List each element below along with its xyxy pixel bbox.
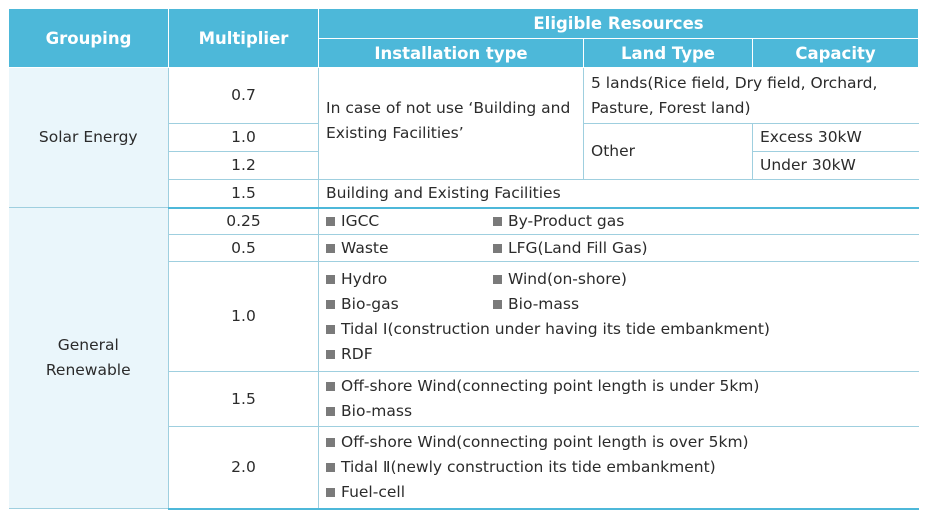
multiplier-cell: 0.7 [169,68,319,124]
land-text-line: Pasture, Forest land) [591,98,751,117]
square-bullet-icon [493,217,502,226]
land-type-five-lands [584,68,919,124]
resource-item-label: Wind(on-shore) [508,269,627,288]
resource-line [326,267,919,292]
square-bullet-icon [326,382,335,391]
resource-item [493,236,648,261]
resource-item [493,292,579,317]
multiplier-cell: 0.25 [169,208,319,235]
resource-list [319,262,919,372]
resource-item [326,292,493,317]
resource-item-label: By-Product gas [508,211,625,230]
square-bullet-icon [326,325,335,334]
square-bullet-icon [326,275,335,284]
resource-item-label: LFG(Land Fill Gas) [508,238,648,257]
resource-item-label: Waste [341,238,389,257]
group-text-line: Renewable [45,361,131,379]
resource-list [319,208,919,235]
resource-item [326,430,749,455]
resource-line [326,342,919,367]
land-type-other: Other [584,124,753,180]
resource-line [326,374,919,399]
group-solar-energy: Solar Energy [9,68,169,208]
multiplier-cell: 1.0 [169,262,319,372]
resource-item [493,209,624,234]
resource-line [326,292,919,317]
square-bullet-icon [326,488,335,497]
resource-item-label: Tidal Ⅰ(construction under having its tide embankment) [341,319,770,338]
square-bullet-icon [326,244,335,253]
resource-item-label: Bio-gas [341,294,399,313]
square-bullet-icon [493,244,502,253]
resource-item [326,236,493,261]
square-bullet-icon [326,463,335,472]
resource-item [326,455,716,480]
header-capacity: Capacity [753,39,919,68]
resource-item-label: Hydro [341,269,388,288]
resource-list [319,372,919,427]
resource-line [326,236,919,261]
eligible-resources-table [8,8,919,510]
installation-text-line: In case of not use ‘Building and [326,99,571,117]
resource-list [319,427,919,509]
resource-item [326,267,493,292]
resource-item-label: Off-shore Wind(connecting point length is under 5km) [341,377,760,395]
group-text-line: General [57,336,119,354]
header-installation-type: Installation type [319,39,584,68]
resource-item [493,267,627,292]
header-land-type: Land Type [584,39,753,68]
resource-line [326,317,919,342]
resource-line [326,209,919,234]
capacity-under: Under 30kW [753,152,919,180]
multiplier-cell: 0.5 [169,235,319,262]
square-bullet-icon [493,275,502,284]
installation-text-line: Existing Facilities’ [326,124,464,142]
header-multiplier: Multiplier [169,9,319,68]
resource-item-label: Bio-mass [341,402,413,420]
multiplier-cell: 1.5 [169,372,319,427]
resource-item [326,209,493,234]
square-bullet-icon [326,217,335,226]
resource-line [326,430,919,455]
resource-item-label: Off-shore Wind(connecting point length is over 5km) [341,432,749,451]
resource-line [326,455,919,480]
land-text-line: 5 lands(Rice field, Dry field, Orchard, [591,73,878,92]
resource-list [319,235,919,262]
square-bullet-icon [326,350,335,359]
installation-building: Building and Existing Facilities [319,180,919,208]
header-grouping: Grouping [9,9,169,68]
resource-item-label: Tidal Ⅱ(newly construction its tide embankment) [341,457,716,476]
multiplier-cell: 1.5 [169,180,319,208]
multiplier-cell: 2.0 [169,427,319,509]
resource-line [326,399,919,424]
resource-item [326,480,405,505]
resource-item-label: Fuel-cell [341,482,405,501]
resource-item [326,317,770,342]
multiplier-cell: 1.2 [169,152,319,180]
multiplier-cell: 1.0 [169,124,319,152]
square-bullet-icon [493,300,502,309]
resource-item-label: IGCC [341,211,380,230]
square-bullet-icon [326,300,335,309]
square-bullet-icon [326,438,335,447]
resource-item-label: Bio-mass [508,294,580,313]
resource-item [326,342,373,367]
installation-not-building [319,68,584,180]
header-eligible-resources: Eligible Resources [319,9,919,39]
resource-item [326,374,759,399]
eligible-resources-table-wrapper [8,8,919,510]
resource-item-label: RDF [341,344,373,363]
resource-line [326,480,919,505]
square-bullet-icon [326,407,335,416]
capacity-excess: Excess 30kW [753,124,919,152]
resource-item [326,399,412,424]
group-general-renewable [9,208,169,509]
